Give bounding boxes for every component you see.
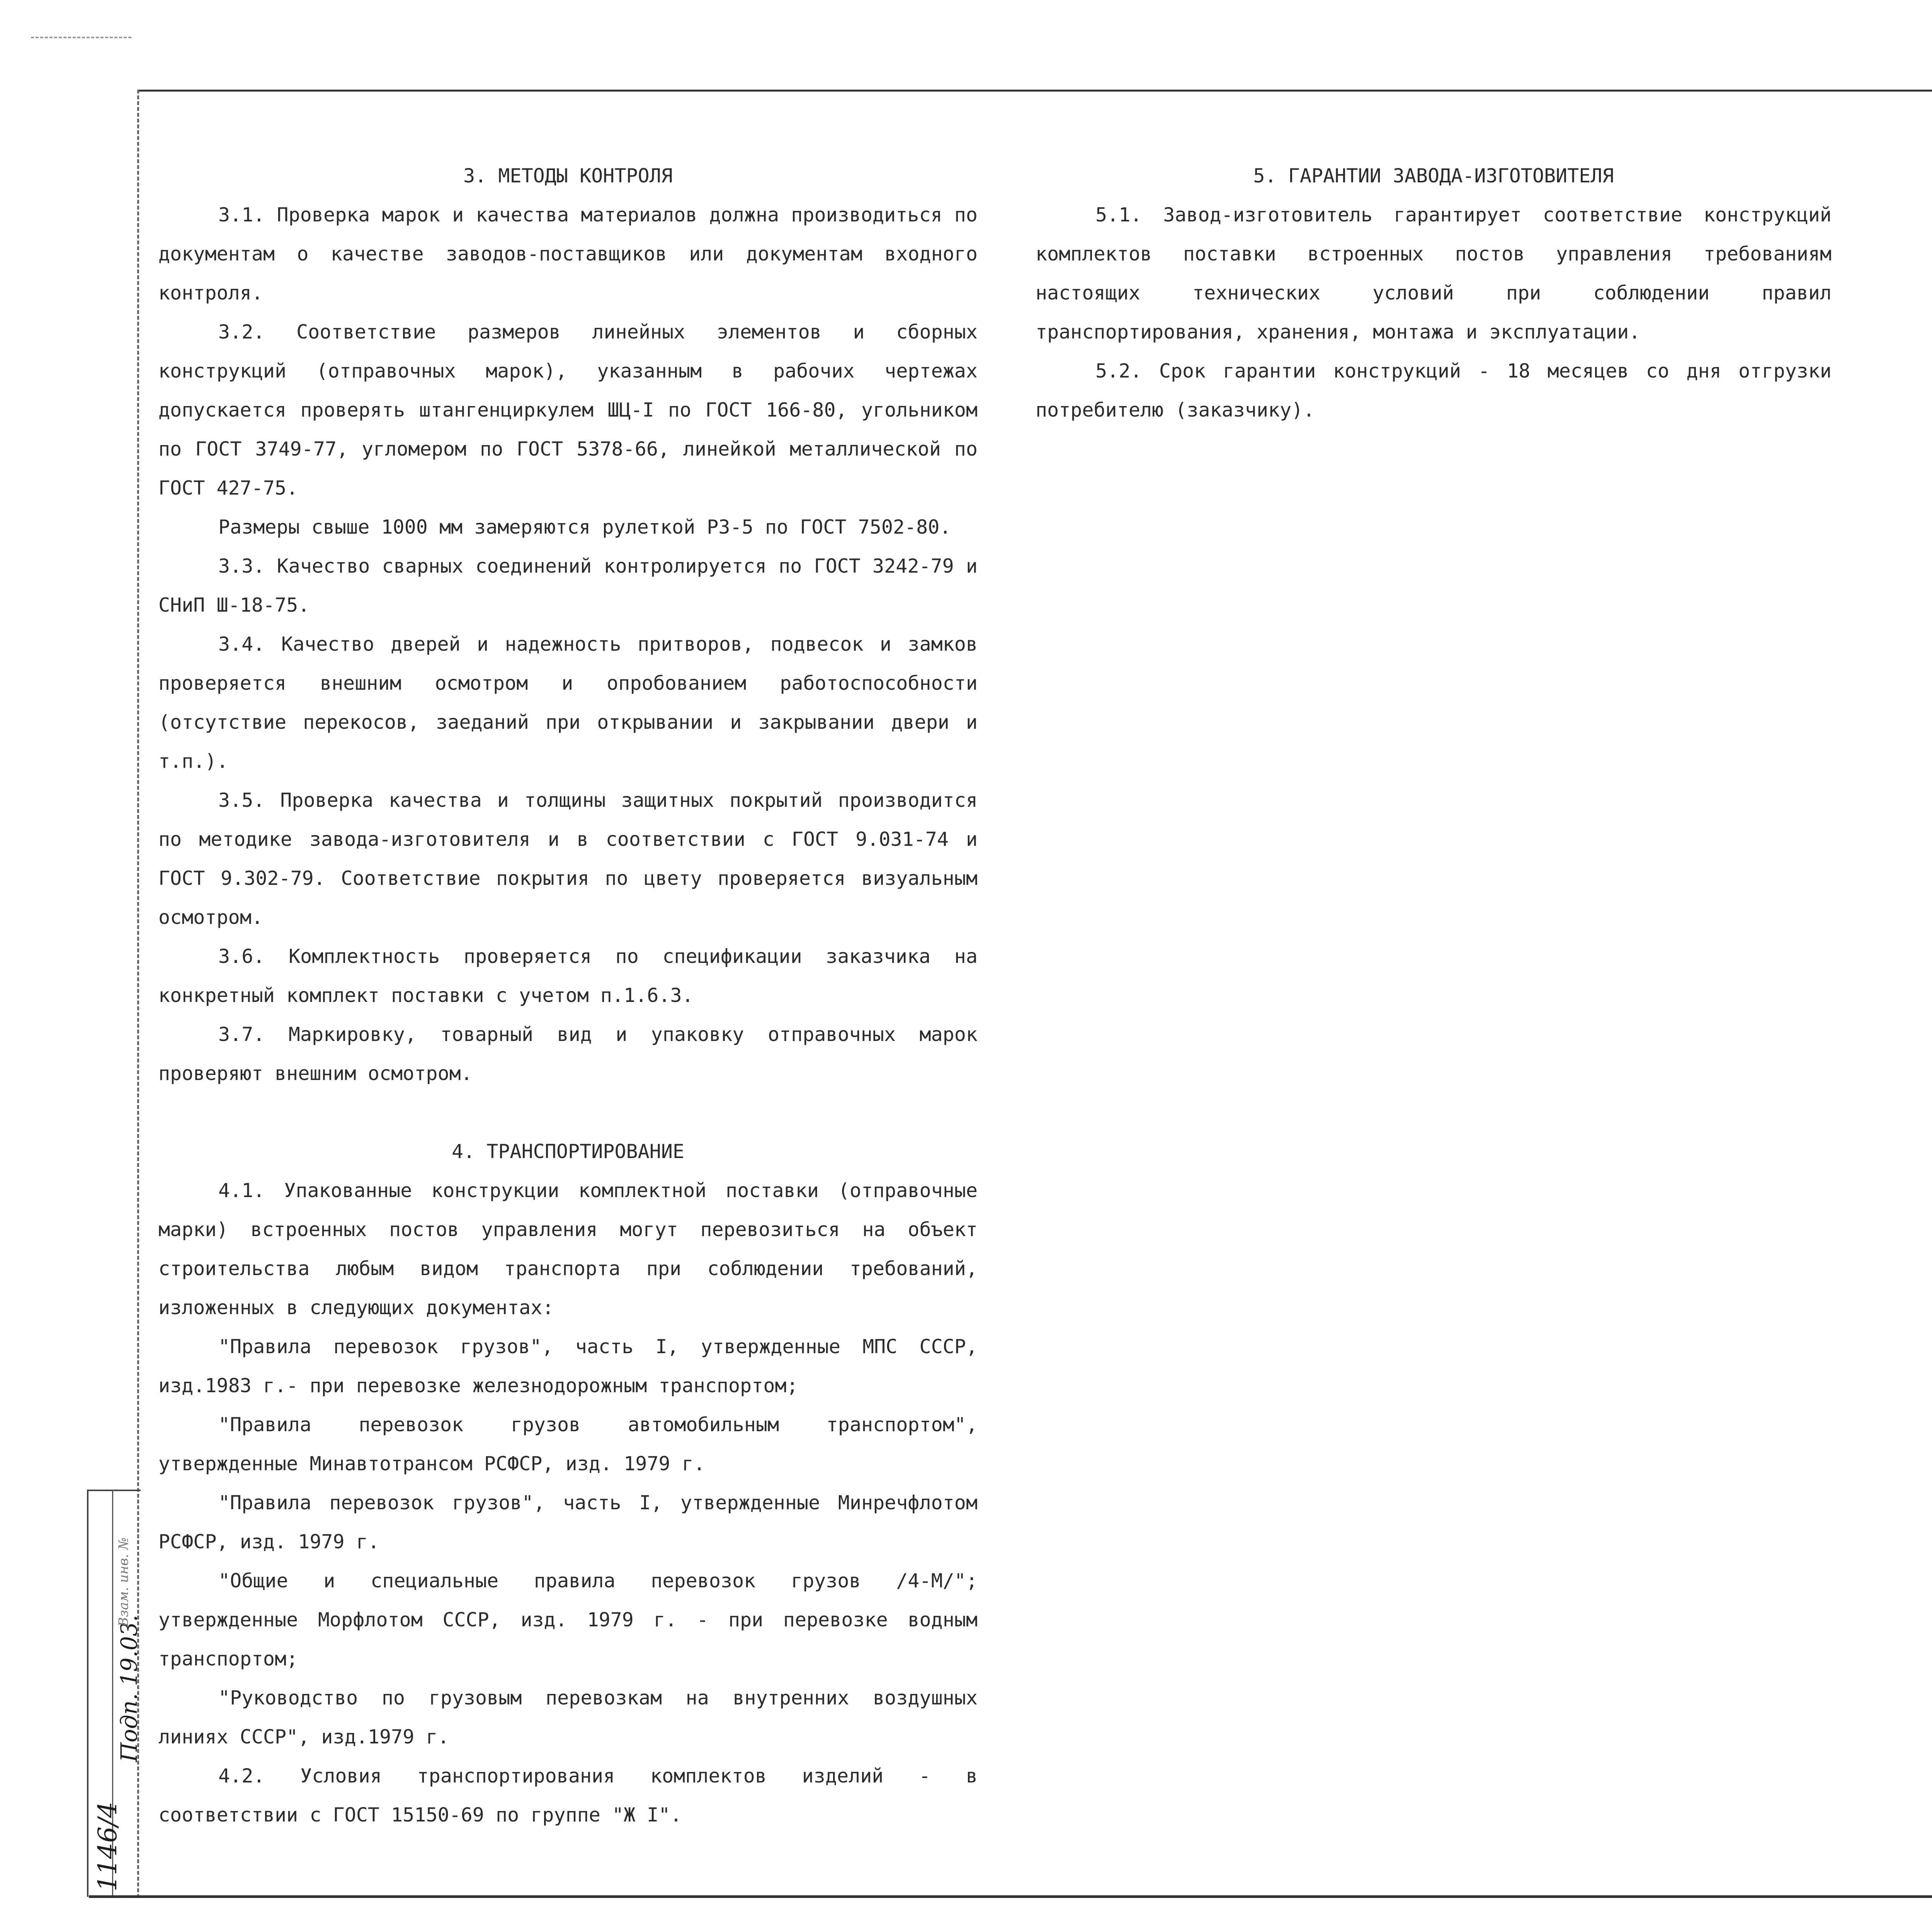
paragraph-5-1: 5.1. Завод-изготовитель гарантирует соответствие конструкций комплектов поставки встроенных постов управления требованиям настоящих технических условий при соблюдении правил транспортирования, хранения, монтажа и эксплуатации. <box>1036 204 1832 343</box>
paragraph-3-7: 3.7. Маркировку, товарный вид и упаковку отправочных марок проверяют внешним осмотром. <box>158 1023 978 1085</box>
paragraph-3-4: 3.4. Качество дверей и надежность притворов, подвесок и замков проверяется внешним осмотром и опробованием работоспособности (отсутствие перекосов, заеданий при открывании и закрывании двери и т.п.). <box>158 633 978 772</box>
top-left-dashed-mark <box>31 37 131 38</box>
document-item-mps: "Правила перевозок грузов", часть I, утвержденные МПС СССР, изд.1983 г.- при перевозке железнодорожным транспортом; <box>158 1335 978 1397</box>
left-column <box>158 156 978 1835</box>
paragraph-3-3: 3.3. Качество сварных соединений контролируется по ГОСТ 3242-79 и СНиП Ш-18-75. <box>158 555 978 616</box>
document-item-sea: "Общие и специальные правила перевозок грузов /4-М/"; утвержденные Морфлотом СССР, изд. 1979 г. - при перевозке водным транспортом; <box>158 1570 978 1670</box>
section-4-heading: 4. ТРАНСПОРТИРОВАНИЕ <box>451 1140 685 1163</box>
stamp-signature-date: Подп. 19.03. <box>116 1615 142 1762</box>
paragraph-3-2-note: Размеры свыше 1000 мм замеряются рулеткой РЗ-5 по ГОСТ 7502-80. <box>218 516 951 538</box>
paragraph-3-1: 3.1. Проверка марок и качества материалов должна производиться по документам о качестве заводов-поставщиков или документам входного контроля. <box>158 204 978 304</box>
paragraph-3-2: 3.2. Соответствие размеров линейных элементов и сборных конструкций (отправочных марок), указанным в рабочих чертежах допускается проверять штангенциркулем ШЦ-I по ГОСТ 166-80, угольником по ГОСТ 3749-77, угломером по ГОСТ 5378-66, линейкой металлической по ГОСТ 427-75. <box>158 321 978 499</box>
paragraph-4-2: 4.2. Условия транспортирования комплектов изделий - в соответствии с ГОСТ 15150-69 по группе "Ж I". <box>158 1765 978 1826</box>
stamp-inventory-number: 1146/4 <box>93 1801 122 1891</box>
section-3-heading: 3. МЕТОДЫ КОНТРОЛЯ <box>463 165 673 187</box>
paragraph-4-1: 4.1. Упакованные конструкции комплектной поставки (отправочные марки) встроенных постов управления могут перевозиться на объект строительства любым видом транспорта при соблюдении требований, изложенных в следующих документах: <box>158 1179 978 1319</box>
paragraph-3-5: 3.5. Проверка качества и толщины защитных покрытий производится по методике завода-изготовителя и в соответствии с ГОСТ 9.031-74 и ГОСТ 9.302-79. Соответствие покрытия по цвету проверяется визуальным осмотром. <box>158 789 978 929</box>
frame-top-border <box>137 90 1932 92</box>
document-item-air: "Руководство по грузовым перевозкам на внутренних воздушных линиях СССР", изд.1979 г. <box>158 1687 978 1748</box>
section-5-heading: 5. ГАРАНТИИ ЗАВОДА-ИЗГОТОВИТЕЛЯ <box>1253 165 1614 187</box>
stamp-label: Взам. инв. № <box>116 1537 131 1627</box>
document-item-auto: "Правила перевозок грузов автомобильным транспортом", утвержденные Минавтотрансом РСФСР, изд. 1979 г. <box>158 1413 978 1475</box>
right-column <box>1036 156 1832 430</box>
frame-bottom-border <box>89 1895 1932 1898</box>
paragraph-3-6: 3.6. Комплектность проверяется по спецификации заказчика на конкретный комплект поставки с учетом п.1.6.3. <box>158 945 978 1007</box>
document-item-river: "Правила перевозок грузов", часть I, утвержденные Минречфлотом РСФСР, изд. 1979 г. <box>158 1492 978 1553</box>
paragraph-5-2: 5.2. Срок гарантии конструкций - 18 месяцев со дня отгрузки потребителю (заказчику). <box>1036 360 1832 421</box>
